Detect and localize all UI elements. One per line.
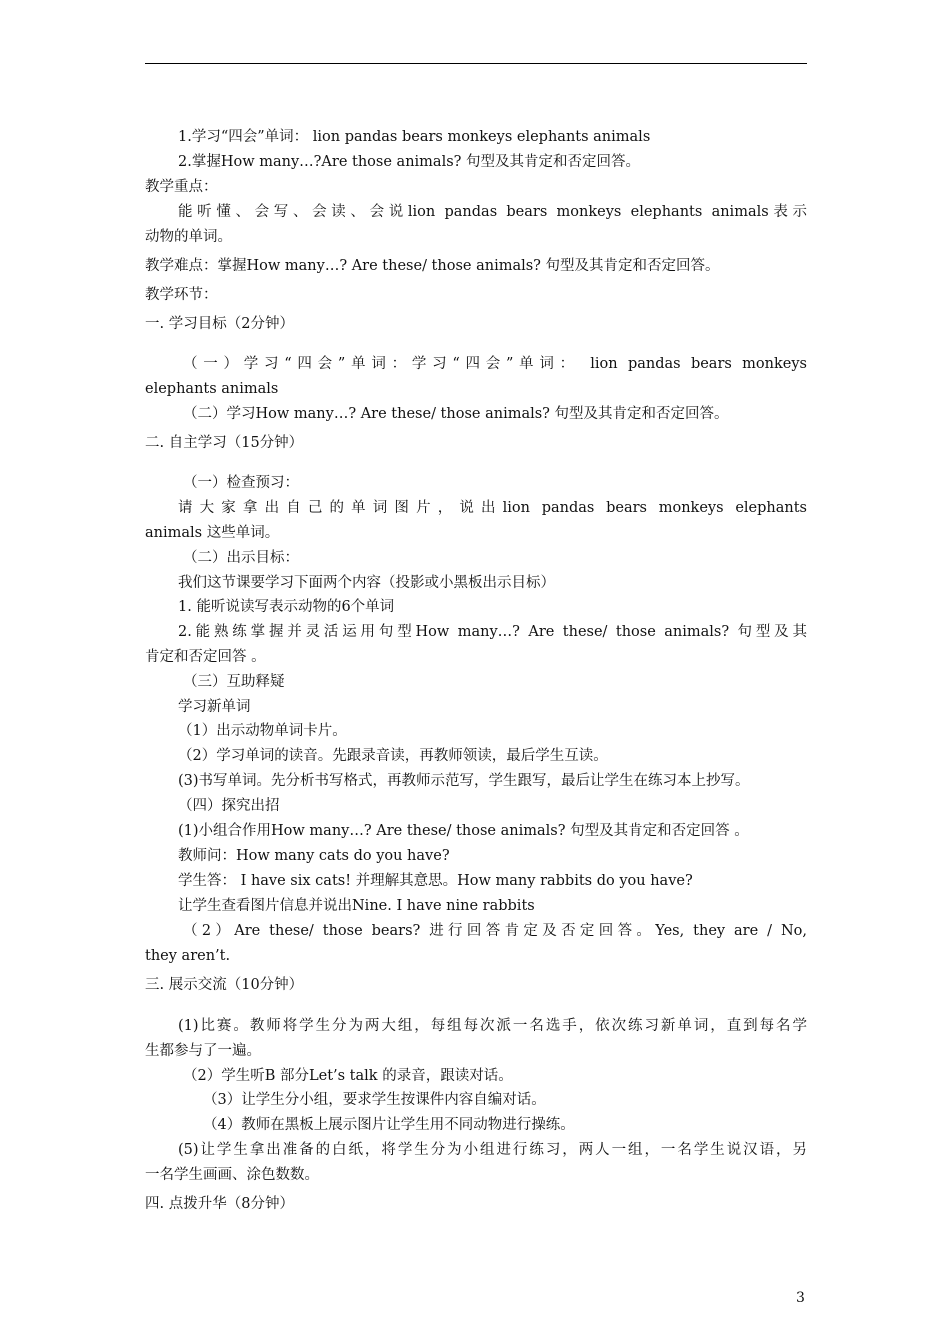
text-line: （4）教师在黑板上展示图片让学生用不同动物进行操练。 bbox=[203, 1117, 575, 1133]
text-line: （2）学习单词的读音。先跟录音读，再教师领读，最后学生互读。 bbox=[178, 748, 608, 764]
page-number: 3 bbox=[796, 1290, 805, 1306]
text-line: （一）学习“四会”单词：学习“四会”单词： lion pandas bears monkeys bbox=[183, 356, 807, 372]
text-line: (1)比赛。教师将学生分为两大组，每组每次派一名选手，依次练习新单词，直到每名学 bbox=[178, 1018, 807, 1034]
section-heading: 二. 自主学习（15分钟） bbox=[145, 435, 304, 451]
text-line: (3)书写单词。先分析书写格式，再教师示范写，学生跟写，最后让学生在练习本上抄写。 bbox=[178, 773, 750, 789]
text-line: (1)小组合作用How many…? Are these/ those animals? 句型及其肯定和否定回答 。 bbox=[178, 823, 749, 839]
text-line: （2）Are these/ those bears? 进行回答肯定及否定回答。Yes, they are / No, bbox=[183, 923, 807, 939]
text-line: 1.学习“四会”单词： lion pandas bears monkeys elephants animals bbox=[178, 129, 651, 145]
text-line: they aren’t. bbox=[145, 948, 231, 964]
text-line: （三）互助释疑 bbox=[183, 674, 285, 690]
section-heading: 一. 学习目标（2分钟） bbox=[145, 316, 294, 332]
text-line: animals 这些单词。 bbox=[145, 525, 280, 541]
text-line: （1）出示动物单词卡片。 bbox=[178, 723, 347, 739]
header-rule bbox=[145, 63, 807, 64]
text-line: 2.能熟练掌握并灵活运用句型How many…? Are these/ those animals? 句型及其 bbox=[178, 624, 807, 640]
text-line: （3）让学生分小组，要求学生按课件内容自编对话。 bbox=[203, 1092, 546, 1108]
section-heading: 教学难点：掌握How many…? Are these/ those animals? 句型及其肯定和否定回答。 bbox=[145, 258, 720, 274]
text-line: 动物的单词。 bbox=[145, 229, 232, 245]
text-line: 一名学生画画、涂色数数。 bbox=[145, 1167, 319, 1183]
section-heading: 教学重点： bbox=[145, 179, 218, 195]
text-line: （二）学习How many…? Are these/ those animals? 句型及其肯定和否定回答。 bbox=[183, 406, 729, 422]
text-line: elephants animals bbox=[145, 381, 279, 397]
text-line: 2.掌握How many…?Are those animals? 句型及其肯定和否定回答。 bbox=[178, 154, 641, 170]
text-line: 学生答： I have six cats! 并理解其意思。How many rabbits do you have? bbox=[178, 873, 693, 889]
text-line: 学习新单词 bbox=[178, 699, 251, 715]
text-line: 让学生查看图片信息并说出Nine. I have nine rabbits bbox=[178, 898, 535, 914]
text-line: 肯定和否定回答 。 bbox=[145, 649, 266, 665]
text-line: 教师问：How many cats do you have? bbox=[178, 848, 450, 864]
text-line: 生都参与了一遍。 bbox=[145, 1043, 261, 1059]
text-line: (5)让学生拿出准备的白纸，将学生分为小组进行练习，两人一组，一名学生说汉语，另 bbox=[178, 1142, 807, 1158]
text-line: （二）出示目标： bbox=[183, 550, 299, 566]
section-heading: 教学环节： bbox=[145, 287, 218, 303]
text-line: （2）学生听B 部分Let’s talk 的录音，跟读对话。 bbox=[183, 1068, 513, 1084]
section-heading: 三. 展示交流（10分钟） bbox=[145, 977, 304, 993]
text-line: （一）检查预习： bbox=[183, 475, 299, 491]
section-heading: 四. 点拨升华（8分钟） bbox=[145, 1196, 294, 1212]
text-line: 我们这节课要学习下面两个内容（投影或小黑板出示目标） bbox=[178, 575, 555, 591]
text-line: 1. 能听说读写表示动物的6个单词 bbox=[178, 599, 395, 615]
text-line: （四）探究出招 bbox=[178, 798, 280, 814]
text-line: 能听懂、会写、会读、会说lion pandas bears monkeys elephants animals表示 bbox=[178, 204, 807, 220]
text-line: 请大家拿出自己的单词图片，说出lion pandas bears monkeys elephants bbox=[178, 500, 807, 516]
